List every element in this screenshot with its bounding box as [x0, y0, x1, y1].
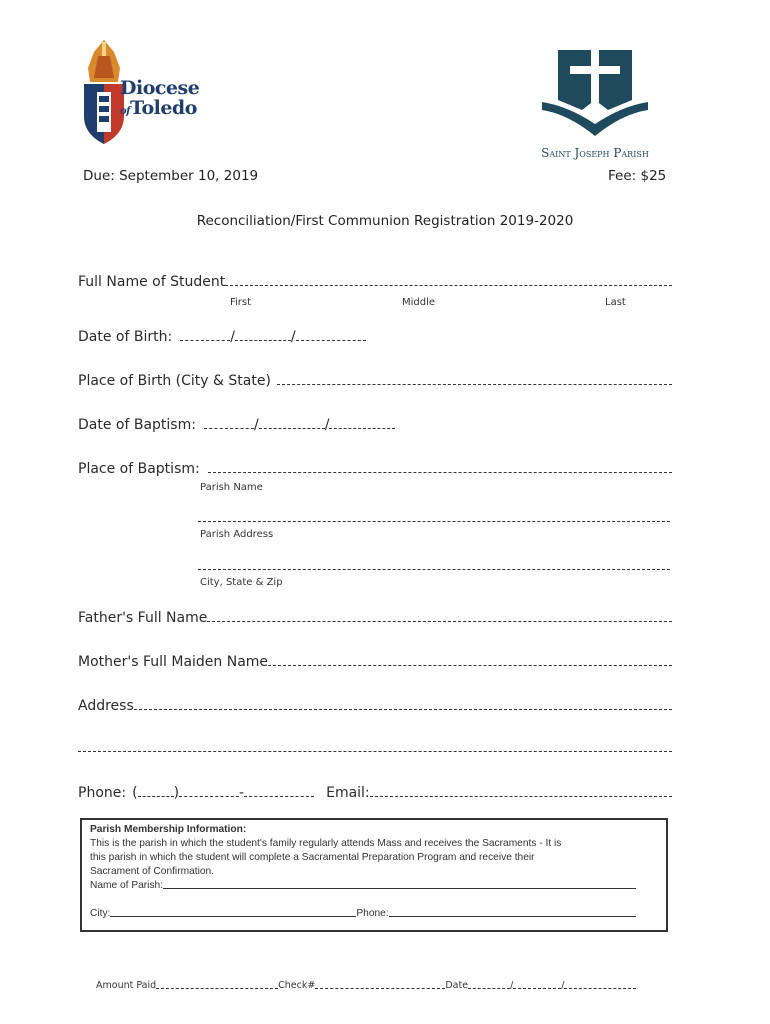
address-line-2[interactable] — [78, 750, 672, 752]
dobap-row: Date of Baptism: / / — [78, 417, 395, 433]
parish-logo — [520, 40, 670, 165]
date-day-line[interactable] — [513, 987, 561, 989]
membership-phone-line[interactable] — [389, 915, 636, 917]
pob-label: Place of Birth (City & State) — [78, 373, 271, 389]
due-date: Due: September 10, 2019 — [83, 168, 259, 184]
email-line[interactable] — [370, 795, 672, 797]
dob-day-line[interactable] — [235, 339, 291, 341]
amount-paid-label: Amount Paid — [96, 980, 157, 991]
parish-name-label: Parish Name — [200, 482, 263, 493]
pob-row — [78, 373, 672, 389]
city-state-zip-line[interactable] — [198, 568, 670, 570]
check-line[interactable] — [315, 987, 445, 989]
diocese-name-line1: Diocese — [120, 77, 200, 99]
diocese-name-line2: Toledo — [129, 97, 197, 119]
fee: Fee: $25 — [608, 168, 667, 184]
parish-cross-book-icon — [520, 40, 670, 140]
dobap-month-line[interactable] — [204, 427, 254, 429]
parish-name-line[interactable] — [208, 471, 672, 473]
date-year-line[interactable] — [564, 987, 636, 989]
parish-name: Saint Joseph Parish — [541, 146, 649, 160]
membership-heading: Parish Membership Information: — [90, 824, 247, 835]
city-state-zip-label: City, State & Zip — [200, 577, 283, 588]
parish-membership-box — [80, 818, 668, 932]
dobap-day-line[interactable] — [259, 427, 325, 429]
address-line-1[interactable] — [134, 708, 672, 710]
form-title: Reconciliation/First Communion Registration 2019-2020 — [196, 213, 574, 229]
dob-row: Date of Birth: / / — [78, 329, 366, 345]
email-label: Email: — [326, 785, 370, 801]
pobap-label: Place of Baptism: — [78, 461, 200, 477]
parish-address-label: Parish Address — [200, 529, 274, 540]
membership-parish-line[interactable] — [163, 887, 636, 889]
diocese-logo — [78, 38, 198, 148]
mother-label: Mother's Full Maiden Name — [78, 654, 269, 670]
phone-email-row: Phone: ( ) - Email: — [78, 785, 672, 801]
membership-parish-label: Name of Parish: — [90, 880, 164, 891]
phone-label: Phone: — [78, 785, 127, 801]
phone-number-line[interactable] — [244, 795, 314, 797]
pobap-row — [78, 461, 672, 477]
address-row — [78, 698, 672, 714]
middle-label: Middle — [402, 297, 436, 308]
amount-paid-line[interactable] — [156, 987, 278, 989]
dobap-label: Date of Baptism: — [78, 417, 196, 433]
first-label: First — [230, 297, 252, 308]
dob-year-line[interactable] — [296, 339, 366, 341]
parish-address-line[interactable] — [198, 520, 670, 522]
diocese-of: of — [120, 106, 130, 117]
mother-row — [78, 654, 672, 670]
mother-line[interactable] — [268, 664, 672, 666]
last-label: Last — [605, 297, 626, 308]
pob-line[interactable] — [277, 383, 672, 385]
membership-text-1: This is the parish in which the student's family regularly attends Mass and receives the Sacraments - It is — [90, 838, 562, 849]
dob-month-line[interactable] — [180, 339, 230, 341]
membership-city-label: City: — [90, 908, 111, 919]
father-label: Father's Full Name — [78, 610, 208, 626]
membership-text-3: Sacrament of Confirmation. — [90, 866, 215, 877]
membership-phone-label: Phone: — [356, 908, 389, 919]
father-row — [78, 610, 672, 626]
dob-label: Date of Birth: — [78, 329, 173, 345]
membership-parish-row — [90, 880, 636, 891]
full-name-row — [78, 274, 672, 290]
address-label: Address — [78, 698, 134, 714]
phone-area-line[interactable] — [138, 795, 174, 797]
check-label: Check# — [278, 980, 316, 991]
membership-city-phone-row — [90, 908, 636, 919]
phone-prefix-line[interactable] — [179, 795, 239, 797]
date-month-line[interactable] — [468, 987, 510, 989]
full-name-label: Full Name of Student — [78, 274, 226, 290]
full-name-line[interactable] — [225, 284, 672, 286]
dobap-year-line[interactable] — [329, 427, 395, 429]
membership-text-2: this parish in which the student will complete a Sacramental Preparation Program and receive their — [90, 852, 535, 863]
membership-city-line[interactable] — [110, 915, 356, 917]
father-line[interactable] — [207, 620, 672, 622]
office-use-row: Amount Paid Check# Date / / — [96, 980, 646, 991]
date-label: Date — [445, 980, 469, 991]
